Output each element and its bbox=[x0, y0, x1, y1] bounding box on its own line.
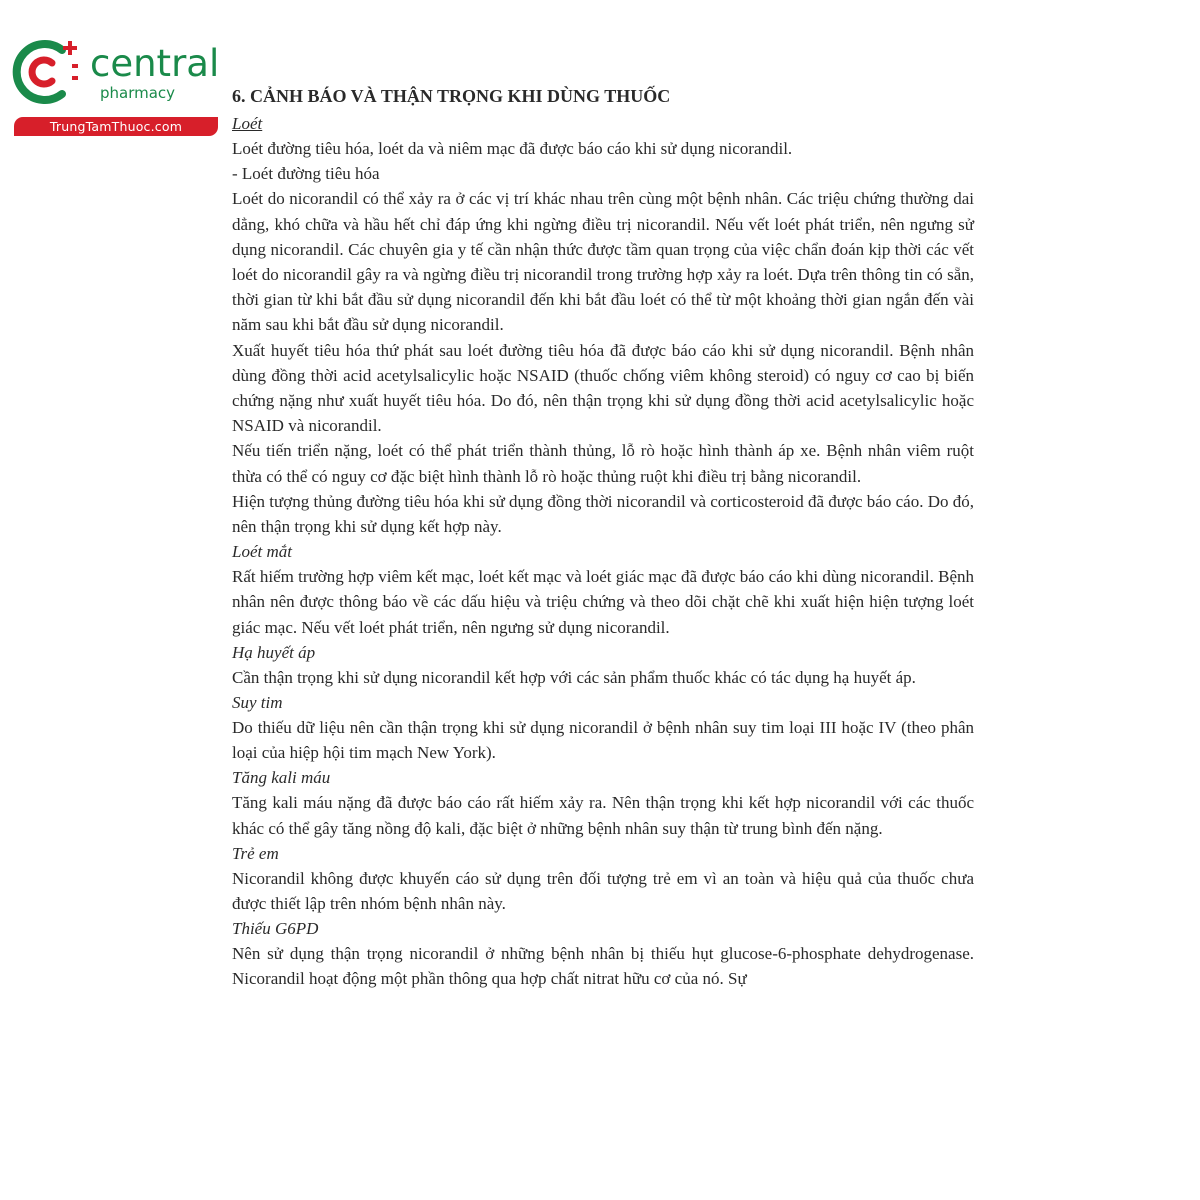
paragraph: - Loét đường tiêu hóa bbox=[232, 164, 380, 184]
paragraph: Hiện tượng thủng đường tiêu hóa khi sử dụng đồng thời nicorandil và corticosteroid đã được báo cáo. Do đó, nên thận trọng khi sử dụng kết hợp này. bbox=[232, 491, 974, 537]
subheading-children: Trẻ em bbox=[232, 843, 279, 863]
paragraph: Loét do nicorandil có thể xảy ra ở các vị trí khác nhau trên cùng một bệnh nhân. Các triệu chứng thường dai dẳng, khó chữa và hầu hết chỉ đáp ứng khi ngừng điều trị nicorandil. Nếu vết loét phát triển, nên ngưng sử dụng nicorandil. Các chuyên gia y tế cần nhận thức được tầm quan trọng của việc chẩn đoán kịp thời các vết loét do nicorandil gây ra và ngừng điều trị nicorandil trong trường hợp xảy ra loét. Dựa trên thông tin có sẵn, thời gian từ khi bắt đầu sử dụng nicorandil đến khi bắt đầu loét có thể từ một khoảng thời gian ngắn đến vài năm sau khi bắt đầu sử dụng nicorandil. bbox=[232, 189, 974, 335]
subheading-eye-ulcer: Loét mắt bbox=[232, 542, 292, 562]
paragraph: Loét đường tiêu hóa, loét da và niêm mạc đã được báo cáo khi sử dụng nicorandil. bbox=[232, 139, 793, 158]
section-hypotension bbox=[232, 640, 974, 690]
central-pharmacy-logo-icon bbox=[10, 36, 90, 106]
paragraph: Do thiếu dữ liệu nên cần thận trọng khi sử dụng nicorandil ở bệnh nhân suy tim loại III hoặc IV (theo phân loại của hiệp hội tim mạch New York). bbox=[232, 718, 974, 763]
section-children bbox=[232, 841, 974, 916]
brand-name: central bbox=[90, 42, 220, 85]
paragraph: Nên sử dụng thận trọng nicorandil ở những bệnh nhân bị thiếu hụt glucose-6-phosphate dehydrogenase. Nicorandil hoạt động một phần thông qua hợp chất nitrat hữu cơ của nó. Sự bbox=[232, 944, 974, 989]
paragraph: Nicorandil không được khuyến cáo sử dụng trên đối tượng trẻ em vì an toàn và hiệu quả của thuốc chưa được thiết lập trên nhóm bệnh nhân này. bbox=[232, 868, 974, 914]
subheading-hypotension: Hạ huyết áp bbox=[232, 642, 316, 662]
brand-tagline: pharmacy bbox=[100, 84, 176, 102]
brand-logo bbox=[10, 36, 220, 136]
subheading-hyperkalemia: Tăng kali máu bbox=[232, 768, 331, 788]
subheading-heart-failure: Suy tim bbox=[232, 693, 283, 713]
brand-website: TrungTamThuoc.com bbox=[14, 117, 218, 136]
paragraph: Cần thận trọng khi sử dụng nicorandil kết hợp với các sản phẩm thuốc khác có tác dụng hạ huyết áp. bbox=[232, 667, 916, 687]
section-title: 6. CẢNH BÁO VÀ THẬN TRỌNG KHI DÙNG THUỐC bbox=[232, 86, 671, 106]
section-heart-failure bbox=[232, 690, 974, 765]
paragraph: Xuất huyết tiêu hóa thứ phát sau loét đường tiêu hóa đã được báo cáo khi sử dụng nicorandil. Bệnh nhân dùng đồng thời acid acetylsalicylic hoặc NSAID (thuốc chống viêm không steroid) có nguy cơ cao bị biến chứng nặng như xuất huyết tiêu hóa. Do đó, nên thận trọng khi sử dụng đồng thời acid acetylsalicylic hoặc NSAID và nicorandil. bbox=[232, 340, 974, 436]
section-g6pd bbox=[232, 916, 974, 991]
subheading-ulcer: Loét bbox=[232, 114, 263, 133]
section-eye-ulcer bbox=[232, 539, 974, 640]
paragraph: Nếu tiến triển nặng, loét có thể phát triển thành thủng, lỗ rò hoặc hình thành áp xe. Bệnh nhân viêm ruột thừa có thể có nguy cơ đặc biệt hình thành lỗ rò hoặc thủng ruột khi điều trị bằng nicorandil. bbox=[232, 441, 974, 486]
document-page bbox=[232, 82, 974, 992]
section-hyperkalemia bbox=[232, 765, 974, 840]
paragraph: Tăng kali máu nặng đã được báo cáo rất hiếm xảy ra. Nên thận trọng khi kết hợp nicorandil với các thuốc khác có thể gây tăng nồng độ kali, đặc biệt ở những bệnh nhân suy thận từ trung bình đến nặng. bbox=[232, 793, 974, 838]
subheading-g6pd: Thiếu G6PD bbox=[232, 919, 319, 939]
paragraph: Rất hiếm trường hợp viêm kết mạc, loét kết mạc và loét giác mạc đã được báo cáo khi dùng nicorandil. Bệnh nhân nên được thông báo về các dấu hiệu và triệu chứng và theo dõi chặt chẽ khi xuất hiện hiện tượng loét giác mạc. Nếu vết loét phát triển, nên ngưng sử dụng nicorandil. bbox=[232, 567, 974, 637]
section-ulcer bbox=[232, 111, 974, 539]
